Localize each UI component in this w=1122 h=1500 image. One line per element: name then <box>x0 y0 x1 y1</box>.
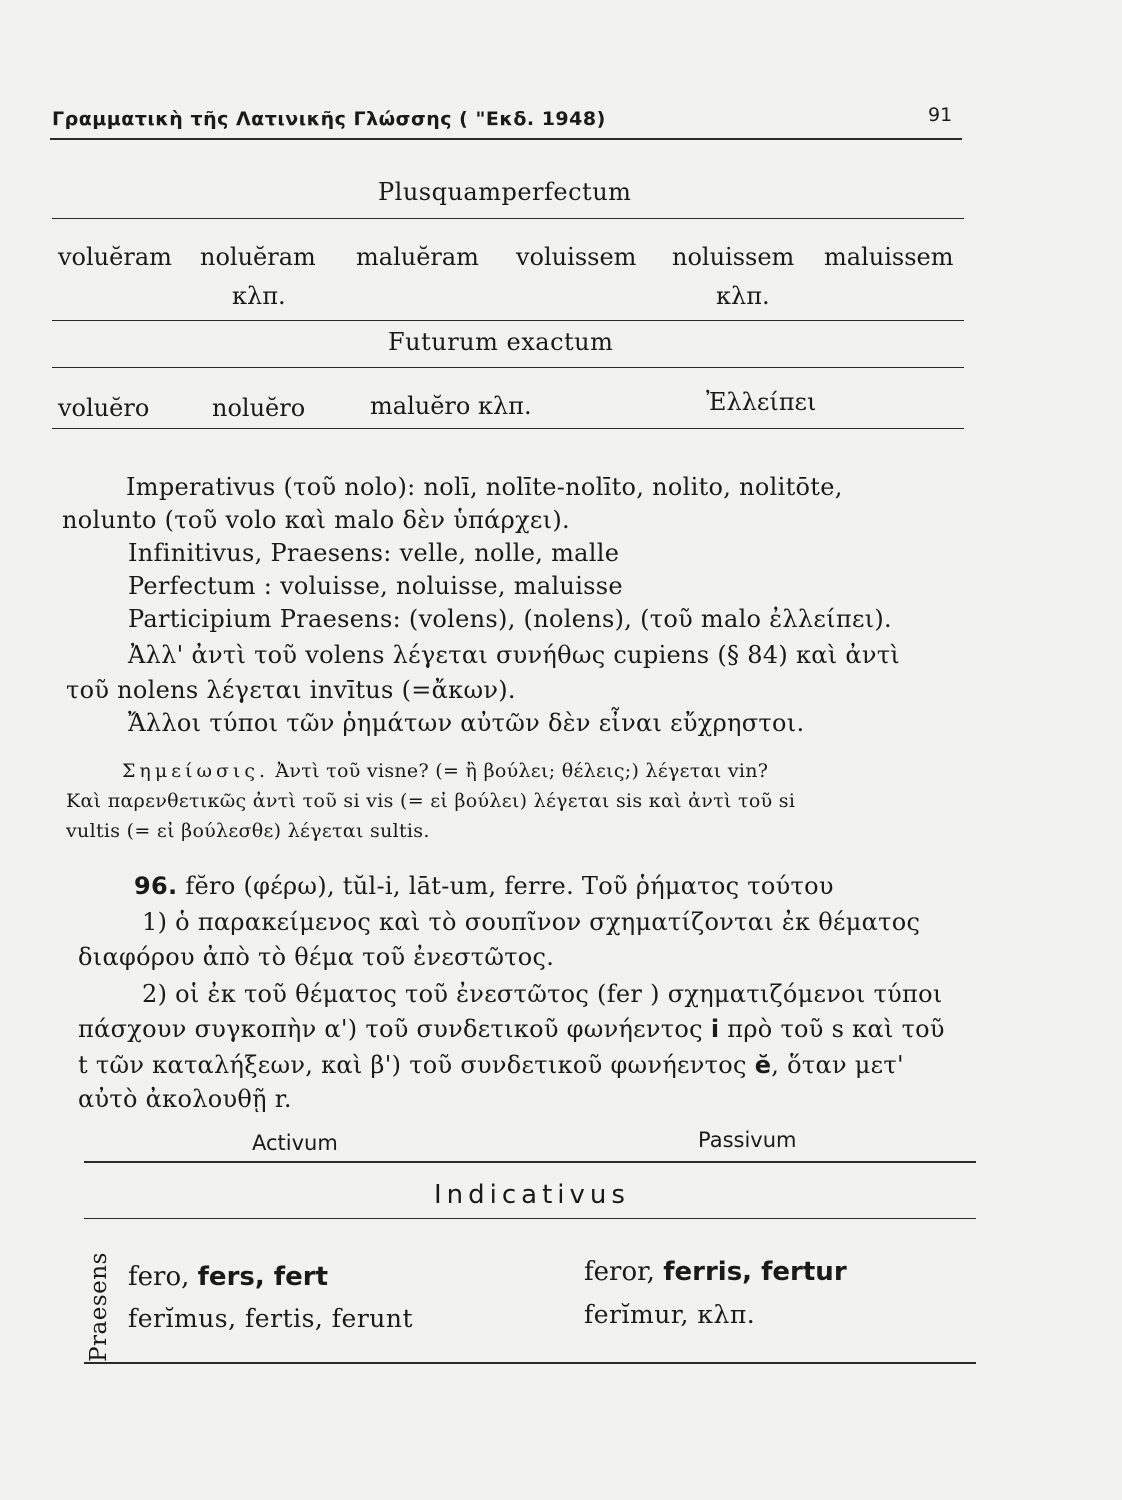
activum-row-1 <box>128 1262 328 1292</box>
paragraph-line: Participium Praesens: (volens), (nolens), (τοῦ malo ἐλλείπει). <box>128 605 892 633</box>
header-rule <box>50 138 962 140</box>
paragraph-line: τοῦ nolens λέγεται invītus (=ἄκων). <box>66 676 516 704</box>
plusquam-klp-active: κλπ. <box>232 282 286 310</box>
section-96-text: fĕro (φέρω), tŭl-i, lāt-um, ferre. Τοῦ ῥήματος τούτου <box>185 872 834 900</box>
section-96-line-7: αὐτὸ ἀκολουθῇ r. <box>78 1085 292 1113</box>
plusquam-bottom-rule <box>52 320 964 321</box>
futurum-cell: Ἐλλείπει <box>706 388 817 416</box>
passivum-form-plain: feror, <box>584 1257 655 1287</box>
section-96-line-4: 2) οἱ ἐκ τοῦ θέματος τοῦ ἐνεστῶτος (fer ) σχηματιζόμενοι τύποι <box>142 980 943 1008</box>
passivum-row-2: ferĭmur, κλπ. <box>584 1300 756 1329</box>
section-96-line-6 <box>78 1051 904 1079</box>
note-text: Ἀντὶ τοῦ visne? (= ἢ βούλει; θέλεις;) λέγεται vin? <box>275 760 769 782</box>
plusquam-cell: voluĕram <box>58 243 172 271</box>
activum-row-2: ferĭmus, fertis, ferunt <box>128 1304 414 1333</box>
page-number: 91 <box>928 104 953 126</box>
note-line-3: vultis (= εἰ βούλεσθε) λέγεται sultis. <box>66 820 430 842</box>
futurum-cell: noluĕro <box>212 394 306 422</box>
plusquam-cell: noluissem <box>672 243 795 271</box>
note-label: Σημείωσις. <box>122 760 270 782</box>
activum-form-bold: fers, fert <box>197 1262 328 1292</box>
section-96-line-6-text: t τῶν καταλήξεων, καὶ β') τοῦ συνδετικοῦ φωνήεντος <box>78 1051 747 1079</box>
plusquam-cell: voluissem <box>516 243 637 271</box>
vowel-i: i <box>710 1015 720 1043</box>
passivum-heading: Passivum <box>698 1128 797 1152</box>
paragraph-line: Ἀλλ' ἀντὶ τοῦ volens λέγεται συνήθως cupiens (§ 84) καὶ ἀντὶ <box>128 641 901 669</box>
paragraph-line: nolunto (τοῦ volo καὶ malo δὲν ὑπάρχει). <box>62 506 570 534</box>
section-96-line-3: διαφόρου ἀπὸ τὸ θέμα τοῦ ἐνεστῶτος. <box>78 943 555 971</box>
passivum-row-1 <box>584 1257 847 1287</box>
passivum-form-bold: ferris, fertur <box>663 1257 847 1287</box>
section-96-line-2: 1) ὁ παρακείμενος καὶ τὸ σουπῖνον σχηματίζονται ἐκ θέματος <box>142 908 921 936</box>
plusquam-cell: maluĕram <box>356 243 479 271</box>
paragraph-line: Perfectum : voluisse, noluisse, maluisse <box>128 572 623 600</box>
plusquam-heading: Plusquamperfectum <box>378 178 632 206</box>
paragraph-line: Imperativus (τοῦ nolo): nolī, nolīte-nolīto, nolito, nolitōte, <box>126 473 843 501</box>
table-bottom-rule <box>84 1362 976 1364</box>
activum-form-plain: fero, <box>128 1262 190 1292</box>
indicativus-heading: Indicativus <box>434 1180 630 1210</box>
section-96-line-5 <box>78 1015 945 1043</box>
vowel-e: ĕ <box>754 1051 772 1079</box>
section-96-line-6-end: , ὅταν μετ' <box>771 1051 904 1079</box>
activum-heading: Activum <box>252 1131 338 1155</box>
praesens-label: Praesens <box>86 1252 112 1362</box>
section-96-line-1 <box>134 872 834 900</box>
indicativus-rule <box>84 1218 976 1219</box>
paragraph-line: Infinitivus, Praesens: velle, nolle, malle <box>128 539 620 567</box>
futurum-top-rule <box>52 367 964 368</box>
plusquam-klp-subjunctive: κλπ. <box>716 282 770 310</box>
note-line-2: Καὶ παρενθετικῶς ἀντὶ τοῦ si vis (= εἰ βούλει) λέγεται sis καὶ ἀντὶ τοῦ si <box>66 790 796 812</box>
futurum-heading: Futurum exactum <box>388 328 614 356</box>
section-96-line-5-text: πάσχουν συγκοπὴν α') τοῦ συνδετικοῦ φωνήεντος <box>78 1015 703 1043</box>
paragraph-line: Ἄλλοι τύποι τῶν ῥημάτων αὐτῶν δὲν εἶναι εὔχρηστοι. <box>128 709 805 737</box>
section-number: 96. <box>134 872 178 900</box>
plusquam-cell: maluissem <box>824 243 954 271</box>
futurum-bottom-rule <box>52 428 964 429</box>
running-header: Γραμματικὴ τῆς Λατινικῆς Γλώσσης ( "Εκδ. 1948) <box>52 108 606 130</box>
futurum-cell: voluĕro <box>58 394 150 422</box>
section-96-line-5-end: πρὸ τοῦ s καὶ τοῦ <box>727 1015 945 1043</box>
plusquam-top-rule <box>52 218 964 219</box>
plusquam-cell: noluĕram <box>200 243 316 271</box>
futurum-cell: maluĕro κλπ. <box>370 392 532 420</box>
note-line-1 <box>122 760 768 782</box>
table-top-rule <box>84 1161 976 1163</box>
